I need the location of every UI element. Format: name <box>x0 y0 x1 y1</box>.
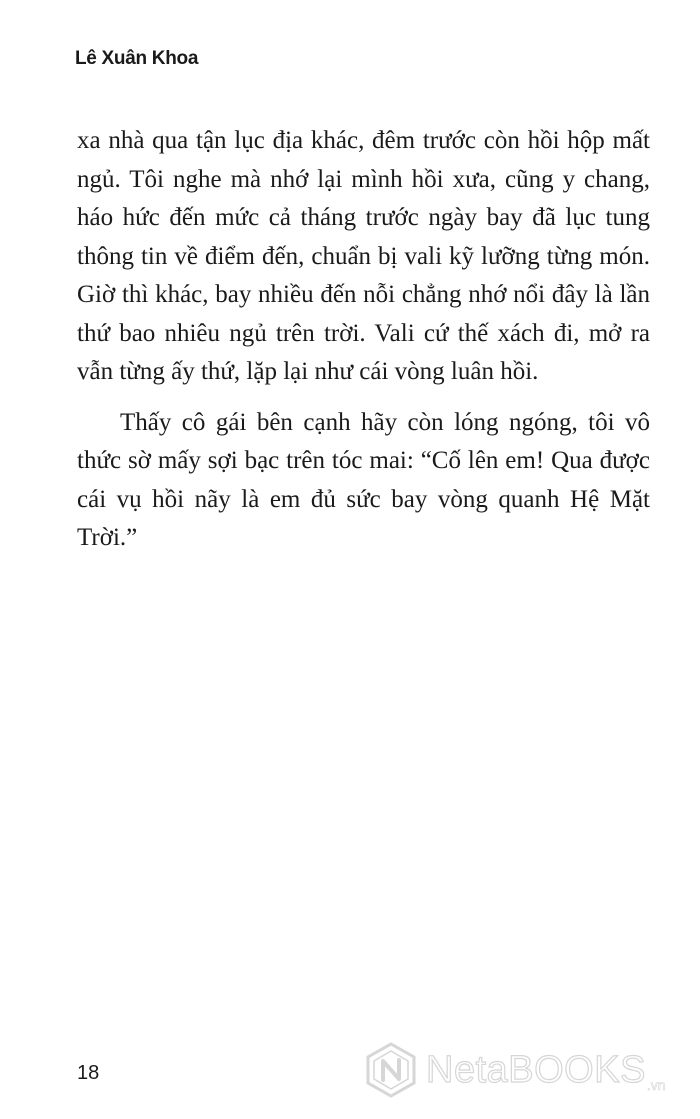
paragraph-2: Thấy cô gái bên cạnh hãy còn lóng ngóng, tôi vô thức sờ mấy sợi bạc trên tóc mai: “Cố lên em! Qua được cái vụ hồi nãy là em đủ sức bay vòng quanh Hệ Mặt Trời.” <box>77 408 650 551</box>
body-text <box>77 122 650 558</box>
page-number: 18 <box>77 1062 100 1084</box>
watermark-brand: NetaBOOKS <box>426 1048 646 1091</box>
watermark <box>362 1041 666 1099</box>
paragraph-1: xa nhà qua tận lục địa khác, đêm trước còn hồi hộp mất ngủ. Tôi nghe mà nhớ lại mình hồi xưa, cũng y chang, háo hức đến mức cả tháng trước ngày bay đã lục tung thông tin về điểm đến, chuẩn bị vali kỹ lưỡng từng món. Giờ thì khác, bay nhiều đến nỗi chẳng nhớ nổi đây là lần thứ bao nhiêu ngủ trên trời. Vali cứ thế xách đi, mở ra vẫn từng ấy thứ, lặp lại như cái vòng luân hồi. <box>77 127 650 385</box>
running-head-author: Lê Xuân Khoa <box>75 48 199 69</box>
neta-logo-icon <box>362 1041 420 1099</box>
watermark-suffix: .vn <box>646 1077 666 1093</box>
